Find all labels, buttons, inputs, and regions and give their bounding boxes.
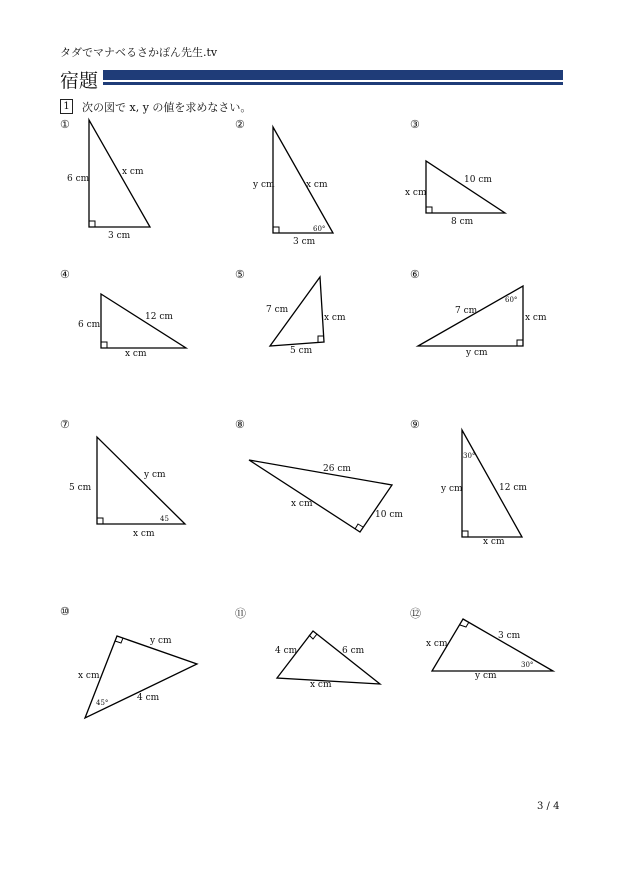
side-label-3a: 10 cm: [464, 175, 492, 185]
side-label-3c: 8 cm: [451, 217, 474, 227]
side-label-7c: x cm: [133, 529, 155, 539]
side-label-5a: 7 cm: [266, 305, 289, 315]
side-label-5c: 5 cm: [290, 346, 313, 356]
page-number: 3 / 4: [537, 801, 560, 812]
problem-number-6: ⑥: [410, 268, 420, 281]
right-angle-mark-1: [89, 221, 95, 227]
triangle-12: [432, 619, 553, 671]
side-label-1c: 3 cm: [108, 231, 131, 241]
side-label-9b: 12 cm: [499, 483, 527, 493]
triangle-7: [97, 437, 185, 524]
side-label-6b: x cm: [525, 313, 547, 323]
side-label-2c: 3 cm: [293, 237, 316, 247]
triangle-4: [101, 294, 186, 348]
side-label-7a: 5 cm: [69, 483, 92, 493]
side-label-10c: 4 cm: [137, 693, 160, 703]
side-label-10a: y cm: [150, 636, 172, 646]
side-label-4c: x cm: [125, 349, 147, 359]
question-number-box: 1: [60, 99, 73, 114]
side-label-11b: 6 cm: [342, 646, 365, 656]
problem-number-3: ③: [410, 118, 420, 131]
side-label-11c: x cm: [310, 680, 332, 690]
triangle-6: [418, 286, 523, 346]
side-label-8c: 10 cm: [375, 510, 403, 520]
site-name: タダでマナベるさかぽん先生.tv: [60, 46, 218, 59]
side-label-4a: 12 cm: [145, 312, 173, 322]
side-label-3b: x cm: [405, 188, 427, 198]
angle-label-2: 60°: [313, 225, 326, 233]
side-label-6a: 7 cm: [455, 306, 478, 316]
side-label-8b: x cm: [291, 499, 313, 509]
side-label-2a: y cm: [253, 180, 275, 190]
problem-number-4: ④: [60, 268, 70, 281]
problem-number-9: ⑨: [410, 418, 420, 431]
page-title: 宿題: [60, 70, 99, 92]
right-angle-mark-9: [462, 531, 468, 537]
problem-number-1: ①: [60, 118, 70, 131]
triangle-3: [426, 161, 505, 213]
side-label-11a: 4 cm: [275, 646, 298, 656]
angle-label-9: 30°: [463, 452, 476, 460]
side-label-7b: y cm: [144, 470, 166, 480]
problem-number-11: ⑪: [235, 607, 246, 620]
side-label-6c: y cm: [466, 348, 488, 358]
right-angle-mark-7: [97, 518, 103, 524]
side-label-9c: x cm: [483, 537, 505, 547]
angle-label-7: 45: [160, 515, 169, 523]
angle-label-12: 30°: [521, 661, 534, 669]
problem-number-7: ⑦: [60, 418, 70, 431]
angle-label-6: 60°: [505, 296, 518, 304]
side-label-2b: x cm: [306, 180, 328, 190]
side-label-8a: 26 cm: [323, 464, 351, 474]
side-label-12a: 3 cm: [498, 631, 521, 641]
side-label-12c: y cm: [475, 671, 497, 681]
problem-number-5: ⑤: [235, 268, 245, 281]
side-label-10b: x cm: [78, 671, 100, 681]
side-label-12b: x cm: [426, 639, 448, 649]
side-label-9a: y cm: [441, 484, 463, 494]
problem-number-2: ②: [235, 118, 245, 131]
triangle-11: [277, 631, 380, 684]
question-text: 次の図で x, y の値を求めなさい。: [82, 101, 252, 114]
side-label-1b: x cm: [122, 167, 144, 177]
problem-number-10: ⑩: [60, 605, 70, 618]
angle-label-10: 45°: [96, 699, 109, 707]
side-label-5b: x cm: [324, 313, 346, 323]
problem-number-12: ⑫: [410, 607, 421, 620]
triangle-8: [249, 460, 392, 532]
right-angle-mark-4: [101, 342, 107, 348]
problem-number-8: ⑧: [235, 418, 245, 431]
side-label-1a: 6 cm: [67, 174, 90, 184]
right-angle-mark-3: [426, 207, 432, 213]
right-angle-mark-6: [517, 340, 523, 346]
right-angle-mark-2: [273, 227, 279, 233]
side-label-4b: 6 cm: [78, 320, 101, 330]
